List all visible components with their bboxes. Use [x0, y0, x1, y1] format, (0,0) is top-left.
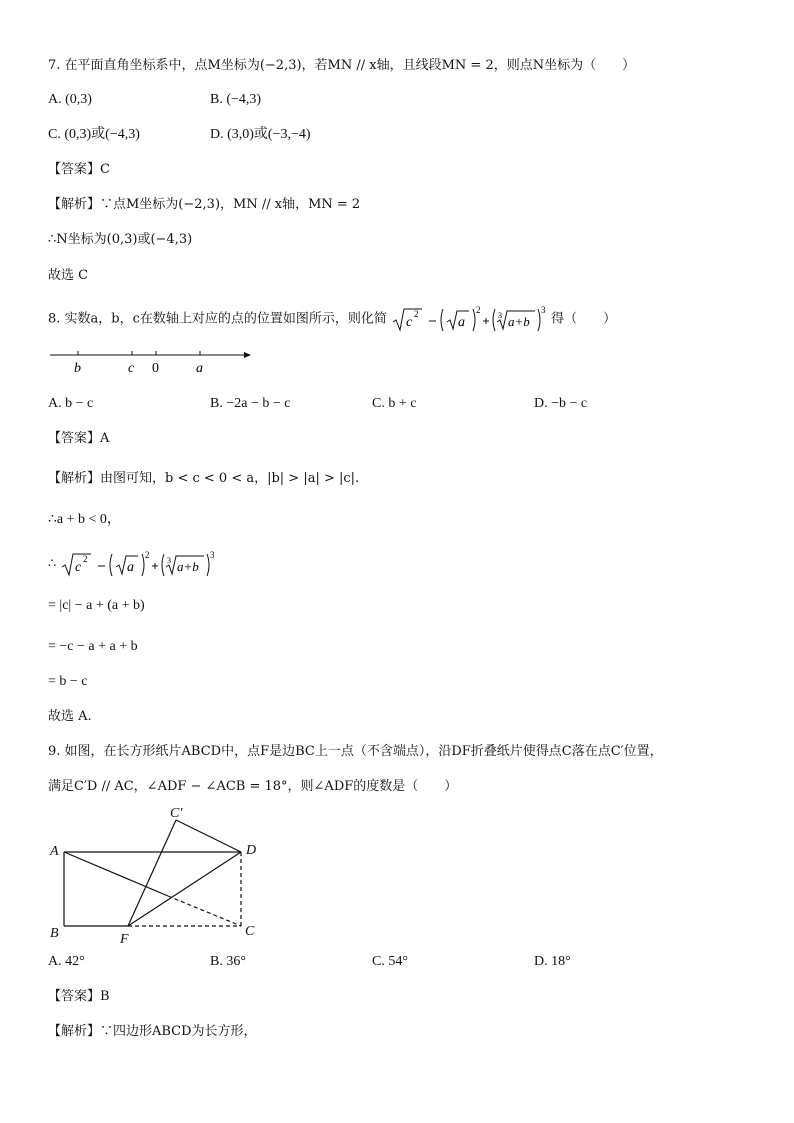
number-line	[48, 343, 258, 379]
therefore-symbol: ∴	[48, 556, 57, 572]
q7-option-b: B. (−4,3)	[210, 92, 262, 107]
svg-text:c: c	[75, 560, 82, 575]
label-b: B	[50, 926, 59, 941]
q7-analysis-line: ∴N坐标为(0,3)或(−4,3)	[48, 232, 193, 247]
q8-stem-prefix: 8. 实数a，b，c在数轴上对应的点的位置如图所示，则化简	[48, 311, 387, 327]
q8-option-c: C. b + c	[372, 396, 417, 411]
svg-text:a+b: a+b	[177, 559, 200, 574]
svg-text:a: a	[127, 560, 135, 575]
svg-text:a+b: a+b	[508, 314, 530, 329]
q8-expression	[391, 305, 547, 333]
q9-analysis-line: 【解析】∵四边形ABCD为长方形，	[48, 1024, 257, 1039]
label-b: b	[74, 361, 81, 376]
diagonal-ac-solid	[64, 852, 168, 896]
q7-option-a: A. (0,3)	[48, 92, 92, 107]
q7-analysis-line: 故选 C	[48, 268, 89, 283]
svg-text:3: 3	[498, 311, 503, 320]
q7-option-d: D. (3,0)或(−3,−4)	[210, 127, 311, 142]
number-line-arrow	[244, 352, 251, 358]
q8-option-b: B. −2a − b − c	[210, 396, 291, 411]
q8-analysis-line: = |c| − a + (a + b)	[48, 598, 145, 613]
q8-stem-suffix: 得（ ）	[551, 311, 617, 327]
label-a: A	[50, 844, 59, 859]
svg-text:c: c	[406, 315, 413, 330]
q9-option-c: C. 54°	[372, 954, 408, 969]
label-a: a	[196, 361, 203, 376]
q8-analysis-line: = −c − a + a + b	[48, 639, 138, 654]
q9-stem-line: 9. 如图，在长方形纸片ABCD中，点F是边BC上一点（不含端点），沿DF折叠纸片使得点C落在点C′位置，	[48, 744, 663, 759]
q8-analysis-expression	[48, 550, 216, 578]
q8-option-d: D. −b − c	[534, 396, 588, 411]
q8-analysis-first: 【解析】由图可知，b < c < 0 < a，|b| > |a| > |c|.	[48, 471, 360, 486]
q8-option-a: A. b − c	[48, 396, 94, 411]
q8-analysis-line: ∴a + b < 0，	[48, 512, 121, 527]
label-zero: 0	[152, 361, 159, 376]
svg-text:2: 2	[414, 309, 419, 319]
q8-analysis-line: = b − c	[48, 674, 88, 689]
q8-analysis-expression-svg	[60, 550, 216, 578]
label-d: D	[246, 843, 257, 858]
q7-option-c: C. (0,3)或(−4,3)	[48, 127, 140, 142]
svg-text:3: 3	[210, 550, 215, 560]
q7-answer: 【答案】C	[48, 162, 110, 177]
q7-analysis-line: 【解析】∵点M坐标为(−2,3)，MN // x轴，MN = 2	[48, 197, 361, 212]
svg-text:3: 3	[541, 305, 546, 315]
q8-answer: 【答案】A	[48, 431, 110, 446]
label-c: c	[128, 361, 135, 376]
q8-stem	[48, 305, 616, 333]
svg-text:2: 2	[83, 554, 88, 564]
svg-text:3: 3	[167, 556, 172, 565]
q9-option-b: B. 36°	[210, 954, 246, 969]
label-c-prime: C′	[170, 806, 183, 821]
rectangle-fold-figure	[44, 800, 274, 948]
label-f: F	[120, 932, 129, 947]
svg-text:2: 2	[476, 305, 481, 315]
q8-analysis-line: 故选 A.	[48, 709, 92, 724]
diagonal-ac-dashed	[168, 896, 241, 926]
q9-stem-line: 满足C′D // AC，∠ADF − ∠ACB = 18°，则∠ADF的度数是（ ）	[48, 779, 458, 794]
q9-answer: 【答案】B	[48, 989, 110, 1004]
q9-option-a: A. 42°	[48, 954, 85, 969]
q7-stem: 7. 在平面直角坐标系中，点M坐标为(−2,3)，若MN // x轴，且线段MN = 2，则点N坐标为（ ）	[48, 58, 636, 73]
segment-c-prime-d	[176, 820, 241, 852]
svg-text:2: 2	[145, 550, 150, 560]
q9-option-d: D. 18°	[534, 954, 571, 969]
svg-text:a: a	[458, 315, 466, 330]
label-c: C	[245, 924, 255, 939]
